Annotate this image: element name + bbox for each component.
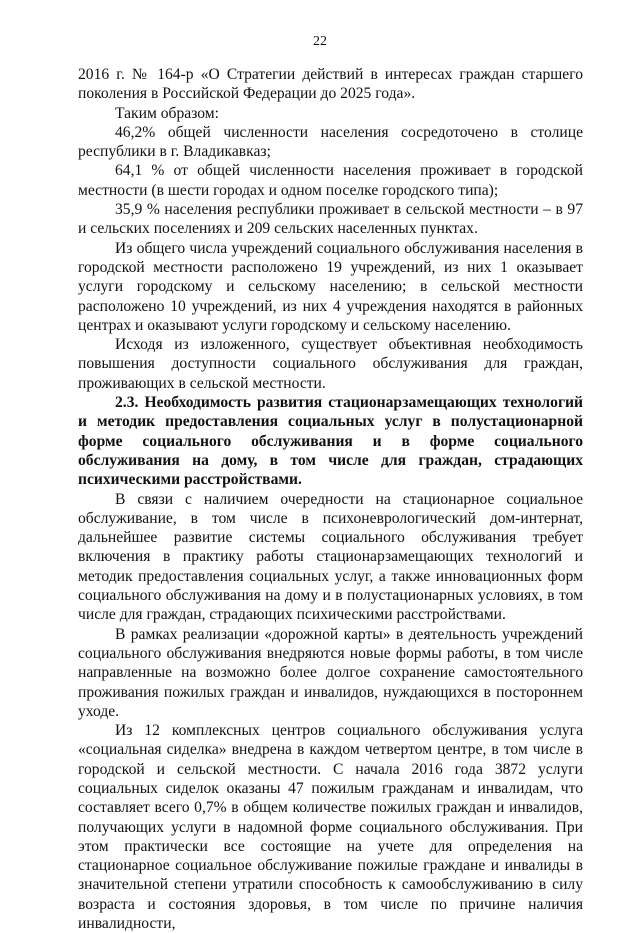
paragraph-urban-share: 64,1 % от общей численности населения проживает в городской местности (в шести городах и одном поселке городского типа); xyxy=(78,162,583,199)
page-number: 22 xyxy=(313,34,327,49)
paragraph-caregiver: Из 12 комплексных центров социального обслуживания услуга «социальная сиделка» внедрена в каждом четвертом центре, в том числе в городской и сельской местности. С начала 2016 года 3872 услуги социальных сиделок оказаны 47 пожилым гражданам и инвалидам, что составляет всего 0,7% в общем количестве пожилых граждан и инвалидов, получающих услуги в надомной форме социального обслуживания. При этом практически все состоящие на учете для определения на стационарное социальное обслуживание пожилые граждане и инвалиды в значительной степени утратили способность к самообслуживанию в силу возраста и состояния здоровья, в том числе по причине наличия инвалидности, xyxy=(78,722,583,933)
paragraph-intro: 2016 г. № 164-р «О Стратегии действий в интересах граждан старшего поколения в Российской Федерации до 2025 года». xyxy=(78,66,583,103)
paragraph-conclusion: Исходя из изложенного, существует объективная необходимость повышения доступности социального обслуживания для граждан, проживающих в сельской местности. xyxy=(78,336,583,392)
paragraph-roadmap: В рамках реализации «дорожной карты» в деятельность учреждений социального обслуживания внедряются новые формы работы, в том числе направленные на возможно более долгое сохранение самостоятельного проживания пожилых граждан и инвалидов, нуждающихся в постороннем уходе. xyxy=(78,625,583,720)
paragraph-institutions: Из общего числа учреждений социального обслуживания населения в городской местности расположено 19 учреждений, из них 1 оказывает услуги городскому и сельскому населению; в сельской местности расположено 10 учреждений, из них 4 учреждения находятся в районных центрах и оказывают услуги городскому и сельскому населению. xyxy=(78,239,583,334)
section-heading-2-3: 2.3. Необходимость развития стационарзамещающих технологий и методик предоставления социальных услуг в полустационарной форме социального обслуживания и в форме социального обслуживания на дому, в том числе для граждан, страдающих психическими расстройствами. xyxy=(78,394,583,489)
document-body xyxy=(78,65,583,933)
paragraph-queue: В связи с наличием очередности на стационарное социальное обслуживание, в том числе в психоневрологический дом-интернат, дальнейшее развитие системы социального обслуживания требует включения в практику работы стационарзамещающих технологий и методик предоставления социальных услуг, а также инновационных форм социального обслуживания на дому и в полустационарных условиях, в том числе для граждан, страдающих психическими расстройствами. xyxy=(78,490,583,624)
paragraph-capital-share: 46,2% общей численности населения сосредоточено в столице республики в г. Владикавказ; xyxy=(78,123,583,161)
paragraph-summary-lead: Таким образом: xyxy=(115,104,219,122)
paragraph-rural-share: 35,9 % населения республики проживает в сельской местности – в 97 и сельских поселениях и 209 сельских населенных пунктах. xyxy=(78,201,583,238)
